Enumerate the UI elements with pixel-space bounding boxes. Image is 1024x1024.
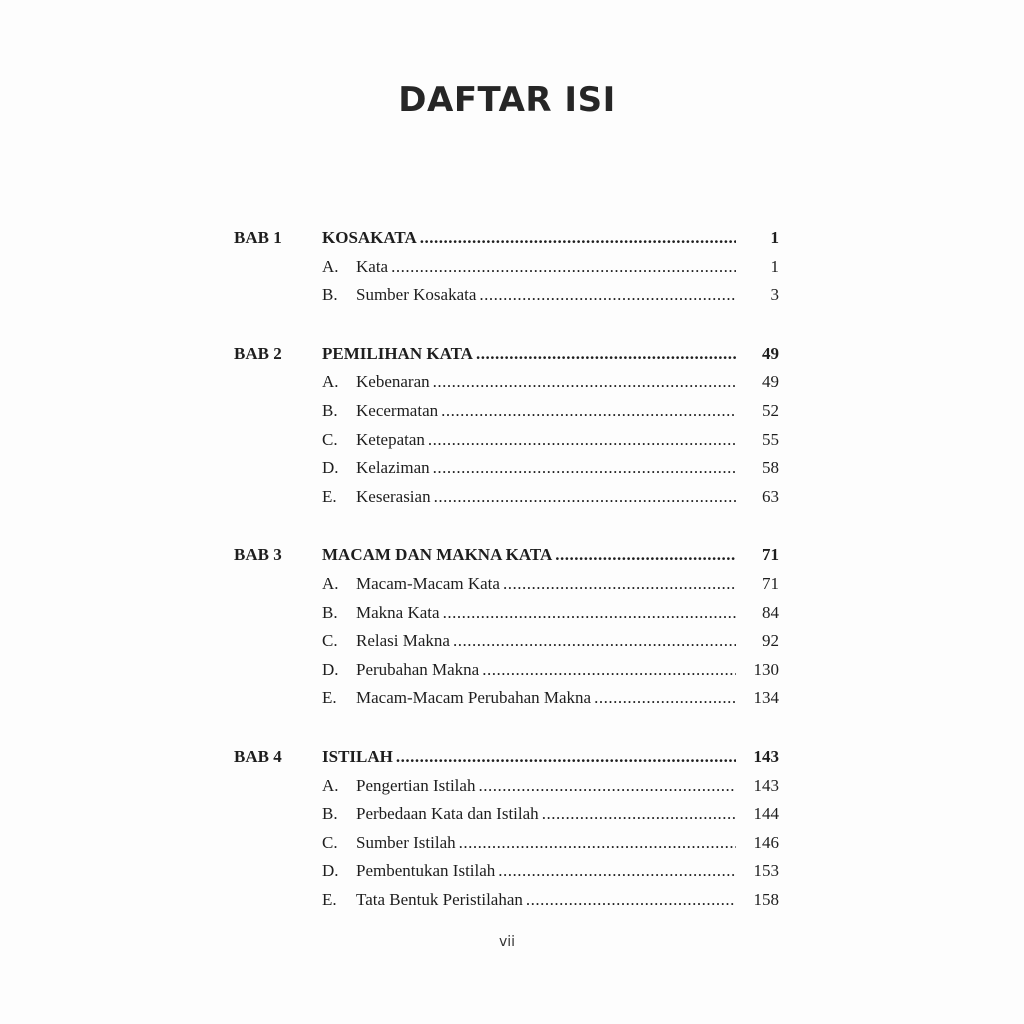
section-entry [356, 660, 739, 680]
section-title: Makna Kata [356, 602, 440, 622]
section-page-number: 3 [770, 285, 779, 305]
section-entry [356, 776, 739, 796]
chapter-page-number: 143 [753, 746, 779, 766]
chapter-number: BAB 3 [234, 545, 282, 565]
toc-chapter-heading[interactable] [234, 747, 779, 776]
section-page-number: 134 [753, 688, 779, 708]
section-letter: B. [322, 285, 338, 305]
section-page-number: 58 [762, 458, 779, 478]
table-of-contents [234, 228, 779, 948]
section-entry [356, 890, 739, 910]
section-page-number: 130 [753, 659, 779, 679]
page-title: DAFTAR ISI [398, 80, 616, 120]
dot-leader [434, 487, 736, 507]
toc-chapter [234, 228, 779, 314]
section-letter: B. [322, 602, 338, 622]
section-entry [356, 688, 739, 708]
toc-section[interactable] [234, 890, 779, 919]
toc-section[interactable] [234, 776, 779, 805]
section-page-number: 63 [762, 486, 779, 506]
chapter-number: BAB 4 [234, 746, 282, 766]
dot-leader [503, 574, 736, 594]
section-entry [356, 804, 739, 824]
toc-chapter [234, 747, 779, 919]
toc-section[interactable] [234, 487, 779, 516]
dot-leader [526, 890, 736, 910]
section-letter: B. [322, 400, 338, 420]
section-page-number: 49 [762, 372, 779, 392]
section-page-number: 158 [753, 889, 779, 909]
dot-leader [453, 631, 736, 651]
chapter-title: KOSAKATA [322, 228, 417, 247]
dot-leader [478, 776, 736, 796]
section-title: Perubahan Makna [356, 659, 480, 679]
section-entry [356, 487, 739, 507]
toc-section[interactable] [234, 603, 779, 632]
chapter-entry [322, 747, 739, 767]
section-letter: D. [322, 659, 339, 679]
toc-section[interactable] [234, 372, 779, 401]
section-letter: A. [322, 256, 339, 276]
chapter-entry [322, 344, 739, 364]
section-title: Sumber Kosakata [356, 285, 477, 305]
chapter-number: BAB 2 [234, 343, 282, 363]
section-page-number: 143 [753, 775, 779, 795]
section-letter: E. [322, 889, 337, 909]
section-entry [356, 458, 739, 478]
section-title: Kecermatan [356, 400, 439, 420]
dot-leader [391, 257, 736, 277]
section-letter: C. [322, 631, 338, 651]
toc-section[interactable] [234, 804, 779, 833]
toc-section[interactable] [234, 257, 779, 286]
chapter-title: ISTILAH [322, 746, 393, 766]
toc-section[interactable] [234, 574, 779, 603]
section-page-number: 1 [770, 256, 779, 276]
dot-leader [420, 228, 736, 248]
section-letter: A. [322, 372, 339, 392]
toc-chapter-heading[interactable] [234, 228, 779, 257]
section-title: Macam-Macam Perubahan Makna [356, 688, 592, 708]
section-title: Perbedaan Kata dan Istilah [356, 804, 539, 824]
chapter-title: PEMILIHAN KATA [322, 343, 473, 363]
section-page-number: 71 [762, 573, 779, 593]
dot-leader [443, 603, 736, 623]
section-entry [356, 372, 739, 392]
section-title: Kata [356, 256, 389, 276]
section-entry [356, 430, 739, 450]
dot-leader [476, 344, 736, 364]
dot-leader [594, 688, 736, 708]
section-entry [356, 257, 739, 277]
section-entry [356, 401, 739, 421]
section-letter: A. [322, 775, 339, 795]
section-page-number: 153 [753, 861, 779, 881]
section-entry [356, 574, 739, 594]
section-page-number: 92 [762, 631, 779, 651]
dot-leader [433, 372, 736, 392]
section-title: Keserasian [356, 486, 431, 506]
section-page-number: 52 [762, 400, 779, 420]
toc-section[interactable] [234, 430, 779, 459]
section-page-number: 55 [762, 429, 779, 449]
toc-section[interactable] [234, 458, 779, 487]
toc-section[interactable] [234, 833, 779, 862]
toc-chapter-heading[interactable] [234, 344, 779, 373]
section-title: Kebenaran [356, 372, 430, 392]
chapter-page-number: 71 [762, 545, 779, 565]
toc-chapter [234, 545, 779, 717]
toc-section[interactable] [234, 688, 779, 717]
section-title: Kelaziman [356, 458, 430, 478]
section-letter: B. [322, 804, 338, 824]
dot-leader [479, 285, 736, 305]
chapter-entry [322, 545, 739, 565]
chapter-title: MACAM DAN MAKNA KATA [322, 545, 553, 565]
toc-section[interactable] [234, 631, 779, 660]
chapter-page-number: 49 [762, 343, 779, 363]
toc-section[interactable] [234, 285, 779, 314]
section-letter: D. [322, 458, 339, 478]
section-letter: C. [322, 832, 338, 852]
section-letter: E. [322, 486, 337, 506]
toc-chapter-heading[interactable] [234, 545, 779, 574]
chapter-number: BAB 1 [234, 228, 282, 247]
section-page-number: 146 [753, 832, 779, 852]
section-entry [356, 285, 739, 305]
page-number: vii [498, 934, 516, 950]
dot-leader [396, 747, 736, 767]
toc-chapter [234, 344, 779, 516]
section-title: Pengertian Istilah [356, 775, 476, 795]
section-entry [356, 861, 739, 881]
section-page-number: 84 [762, 602, 779, 622]
dot-leader [428, 430, 736, 450]
section-title: Pembentukan Istilah [356, 861, 496, 881]
dot-leader [441, 401, 736, 421]
section-entry [356, 631, 739, 651]
section-title: Macam-Macam Kata [356, 573, 500, 593]
section-title: Sumber Istilah [356, 832, 456, 852]
dot-leader [433, 458, 736, 478]
section-letter: C. [322, 429, 338, 449]
toc-section[interactable] [234, 660, 779, 689]
dot-leader [498, 861, 736, 881]
section-letter: D. [322, 861, 339, 881]
section-entry [356, 833, 739, 853]
section-title: Ketepatan [356, 429, 425, 449]
dot-leader [542, 804, 736, 824]
chapter-page-number: 1 [770, 228, 779, 247]
section-title: Relasi Makna [356, 631, 450, 651]
section-letter: A. [322, 573, 339, 593]
dot-leader [482, 660, 736, 680]
toc-section[interactable] [234, 401, 779, 430]
section-letter: E. [322, 688, 337, 708]
section-title: Tata Bentuk Peristilahan [356, 889, 523, 909]
section-page-number: 144 [753, 804, 779, 824]
dot-leader [555, 545, 736, 565]
dot-leader [459, 833, 736, 853]
chapter-entry [322, 228, 739, 248]
toc-section[interactable] [234, 861, 779, 890]
section-entry [356, 603, 739, 623]
